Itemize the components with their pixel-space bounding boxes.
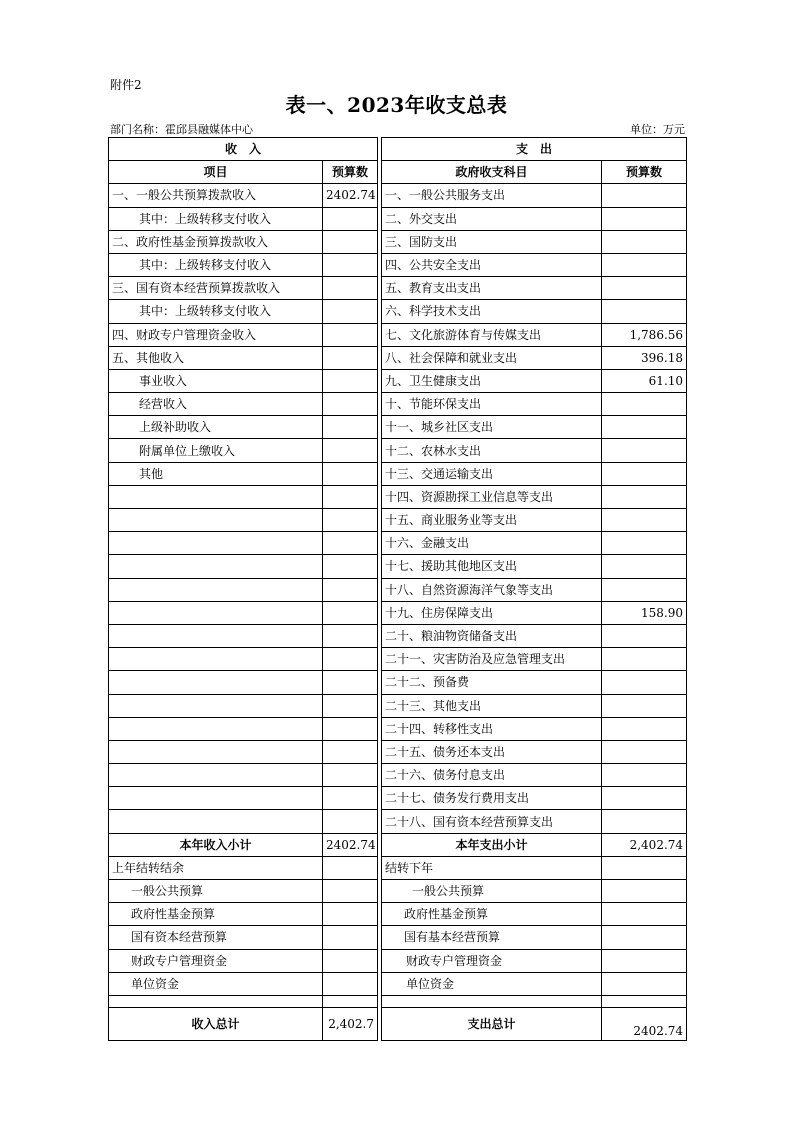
table-row <box>109 393 687 416</box>
income-budget-header: 预算数 <box>323 161 378 184</box>
table-row <box>109 230 687 253</box>
income-item <box>109 764 323 787</box>
income-subtotal-label: 本年收入小计 <box>109 833 323 856</box>
expense-carryover-item: 财政专户管理资金 <box>382 949 602 972</box>
carryover-item-row <box>109 972 687 995</box>
income-budget-value <box>323 462 378 485</box>
carryover-item-row <box>109 926 687 949</box>
income-budget-value <box>323 253 378 276</box>
expense-budget-value <box>602 740 687 763</box>
expense-subtotal-label: 本年支出小计 <box>382 833 602 856</box>
income-item <box>109 648 323 671</box>
income-item-header: 项目 <box>109 161 323 184</box>
page-title: 表一、2023年收支总表 <box>285 93 508 117</box>
unit-label: 单位：万元 <box>630 123 685 136</box>
income-budget-value <box>323 578 378 601</box>
table-row <box>109 184 687 207</box>
table-row <box>109 555 687 578</box>
income-budget-value <box>323 485 378 508</box>
income-budget-value: 2402.74 <box>323 184 378 207</box>
table-row <box>109 253 687 276</box>
table-row <box>109 509 687 532</box>
income-carryover-item: 财政专户管理资金 <box>109 949 323 972</box>
income-item: 五、其他收入 <box>109 346 323 369</box>
income-item: 三、国有资本经营预算拨款收入 <box>109 277 323 300</box>
income-item <box>109 787 323 810</box>
table-row <box>109 300 687 323</box>
header-row-sections <box>109 138 687 161</box>
carryover-item-row <box>109 903 687 926</box>
department-name: 部门名称：霍邱县融媒体中心 <box>110 123 253 136</box>
table-row <box>109 532 687 555</box>
table-row <box>109 207 687 230</box>
expense-carryover-item: 国有基本经营预算 <box>382 926 602 949</box>
income-budget-value <box>323 509 378 532</box>
expense-item: 二十、粮油物资储备支出 <box>382 624 602 647</box>
expense-budget-value <box>602 787 687 810</box>
expense-item: 二十三、其他支出 <box>382 694 602 717</box>
income-budget-value <box>323 555 378 578</box>
expense-budget-value <box>602 810 687 833</box>
expense-item: 二十七、债务发行费用支出 <box>382 787 602 810</box>
expense-item: 九、卫生健康支出 <box>382 369 602 392</box>
expense-item: 十四、资源勘探工业信息等支出 <box>382 485 602 508</box>
total-row <box>109 1007 687 1040</box>
income-budget-value <box>323 277 378 300</box>
income-item <box>109 671 323 694</box>
table-row <box>109 717 687 740</box>
income-item <box>109 694 323 717</box>
expense-item: 二十一、灾害防治及应急管理支出 <box>382 648 602 671</box>
table-row <box>109 369 687 392</box>
income-item: 二、政府性基金预算拨款收入 <box>109 230 323 253</box>
table-row <box>109 810 687 833</box>
expense-budget-value: 1,786.56 <box>602 323 687 346</box>
expense-budget-value: 396.18 <box>602 346 687 369</box>
expense-budget-value <box>602 578 687 601</box>
income-carryover-item: 政府性基金预算 <box>109 903 323 926</box>
expense-item: 一、一般公共服务支出 <box>382 184 602 207</box>
expense-item: 二十四、转移性支出 <box>382 717 602 740</box>
income-item <box>109 532 323 555</box>
expense-budget-value <box>602 277 687 300</box>
income-budget-value <box>323 393 378 416</box>
income-total-value: 2,402.7 <box>323 1007 378 1040</box>
expense-budget-value <box>602 764 687 787</box>
expense-carryover-item: 一般公共预算 <box>382 880 602 903</box>
attachment-label: 附件2 <box>110 78 142 92</box>
income-item <box>109 810 323 833</box>
expense-item: 八、社会保障和就业支出 <box>382 346 602 369</box>
income-budget-value <box>323 230 378 253</box>
expense-item: 十八、自然资源海洋气象等支出 <box>382 578 602 601</box>
income-item <box>109 601 323 624</box>
expense-item: 十五、商业服务业等支出 <box>382 509 602 532</box>
income-total-label: 收入总计 <box>109 1007 323 1040</box>
expense-item: 十二、农林水支出 <box>382 439 602 462</box>
income-item: 其中：上级转移支付收入 <box>109 207 323 230</box>
expense-carryover-item: 单位资金 <box>382 972 602 995</box>
income-item <box>109 578 323 601</box>
expense-budget-value <box>602 717 687 740</box>
expense-carryover-label: 结转下年 <box>382 856 602 879</box>
expense-budget-value <box>602 462 687 485</box>
carryover-item-row <box>109 949 687 972</box>
expense-carryover-item: 政府性基金预算 <box>382 903 602 926</box>
income-budget-value <box>323 648 378 671</box>
income-carryover-label: 上年结转结余 <box>109 856 323 879</box>
expense-budget-value: 61.10 <box>602 369 687 392</box>
income-item <box>109 555 323 578</box>
income-item <box>109 717 323 740</box>
expense-total-value: 2402.74 <box>602 1007 687 1040</box>
budget-summary-table <box>108 137 687 1041</box>
expense-budget-value <box>602 207 687 230</box>
expense-budget-value <box>602 300 687 323</box>
expense-budget-value <box>602 648 687 671</box>
income-item <box>109 624 323 647</box>
income-item: 附属单位上缴收入 <box>109 439 323 462</box>
expense-item: 二十二、预备费 <box>382 671 602 694</box>
carryover-item-row <box>109 880 687 903</box>
expense-item: 二十六、债务付息支出 <box>382 764 602 787</box>
income-budget-value <box>323 439 378 462</box>
table-row <box>109 485 687 508</box>
expense-budget-value <box>602 624 687 647</box>
income-budget-value <box>323 323 378 346</box>
expense-budget-value <box>602 485 687 508</box>
table-row <box>109 416 687 439</box>
table-row <box>109 671 687 694</box>
income-budget-value <box>323 346 378 369</box>
income-budget-value <box>323 740 378 763</box>
expense-item: 四、公共安全支出 <box>382 253 602 276</box>
income-budget-value <box>323 207 378 230</box>
expense-item: 十九、住房保障支出 <box>382 601 602 624</box>
table-row <box>109 439 687 462</box>
expense-budget-value <box>602 230 687 253</box>
income-budget-value <box>323 717 378 740</box>
table-row <box>109 624 687 647</box>
income-subtotal-value: 2402.74 <box>323 833 378 856</box>
expense-budget-value <box>602 671 687 694</box>
expense-item: 三、国防支出 <box>382 230 602 253</box>
spacer-row <box>109 995 687 1007</box>
expense-item: 二、外交支出 <box>382 207 602 230</box>
expense-section-header: 支 出 <box>382 138 687 161</box>
expense-budget-value <box>602 184 687 207</box>
expense-total-label: 支出总计 <box>382 1007 602 1040</box>
income-item: 经营收入 <box>109 393 323 416</box>
table-row <box>109 601 687 624</box>
income-budget-value <box>323 764 378 787</box>
income-budget-value <box>323 300 378 323</box>
income-item: 上级补助收入 <box>109 416 323 439</box>
income-item <box>109 740 323 763</box>
table-row <box>109 764 687 787</box>
expense-item: 十六、金融支出 <box>382 532 602 555</box>
table-row <box>109 787 687 810</box>
expense-budget-value <box>602 416 687 439</box>
income-budget-value <box>323 601 378 624</box>
expense-budget-value: 158.90 <box>602 601 687 624</box>
table-row <box>109 694 687 717</box>
income-item <box>109 485 323 508</box>
income-item: 四、财政专户管理资金收入 <box>109 323 323 346</box>
income-carryover-item: 国有资本经营预算 <box>109 926 323 949</box>
expense-item: 十七、援助其他地区支出 <box>382 555 602 578</box>
expense-item: 十、节能环保支出 <box>382 393 602 416</box>
income-budget-value <box>323 787 378 810</box>
table-row <box>109 578 687 601</box>
header-row-columns <box>109 161 687 184</box>
expense-item: 二十五、债务还本支出 <box>382 740 602 763</box>
table-row <box>109 740 687 763</box>
table-row <box>109 648 687 671</box>
income-item: 其他 <box>109 462 323 485</box>
income-budget-value <box>323 694 378 717</box>
income-budget-value <box>323 671 378 694</box>
expense-budget-value <box>602 694 687 717</box>
expense-budget-value <box>602 439 687 462</box>
table-row <box>109 323 687 346</box>
income-item: 一、一般公共预算拨款收入 <box>109 184 323 207</box>
expense-budget-value <box>602 532 687 555</box>
income-budget-value <box>323 810 378 833</box>
carryover-row <box>109 856 687 879</box>
income-budget-value <box>323 624 378 647</box>
income-budget-value <box>323 369 378 392</box>
income-budget-value <box>323 416 378 439</box>
expense-item: 十一、城乡社区支出 <box>382 416 602 439</box>
expense-item: 六、科学技术支出 <box>382 300 602 323</box>
expense-item: 七、文化旅游体育与传媒支出 <box>382 323 602 346</box>
expense-item: 十三、交通运输支出 <box>382 462 602 485</box>
expense-budget-value <box>602 393 687 416</box>
subtotal-row <box>109 833 687 856</box>
table-row <box>109 346 687 369</box>
income-item: 事业收入 <box>109 369 323 392</box>
income-carryover-item: 一般公共预算 <box>109 880 323 903</box>
expense-item: 五、教育支出支出 <box>382 277 602 300</box>
income-carryover-item: 单位资金 <box>109 972 323 995</box>
expense-item: 二十八、国有资本经营预算支出 <box>382 810 602 833</box>
expense-budget-value <box>602 253 687 276</box>
income-budget-value <box>323 532 378 555</box>
income-item: 其中：上级转移支付收入 <box>109 300 323 323</box>
expense-budget-value <box>602 509 687 532</box>
table-row <box>109 277 687 300</box>
income-item: 其中：上级转移支付收入 <box>109 253 323 276</box>
expense-budget-value <box>602 555 687 578</box>
expense-subject-header: 政府收支科目 <box>382 161 602 184</box>
expense-budget-header: 预算数 <box>602 161 687 184</box>
income-item <box>109 509 323 532</box>
expense-subtotal-value: 2,402.74 <box>602 833 687 856</box>
table-row <box>109 462 687 485</box>
income-section-header: 收 入 <box>109 138 378 161</box>
